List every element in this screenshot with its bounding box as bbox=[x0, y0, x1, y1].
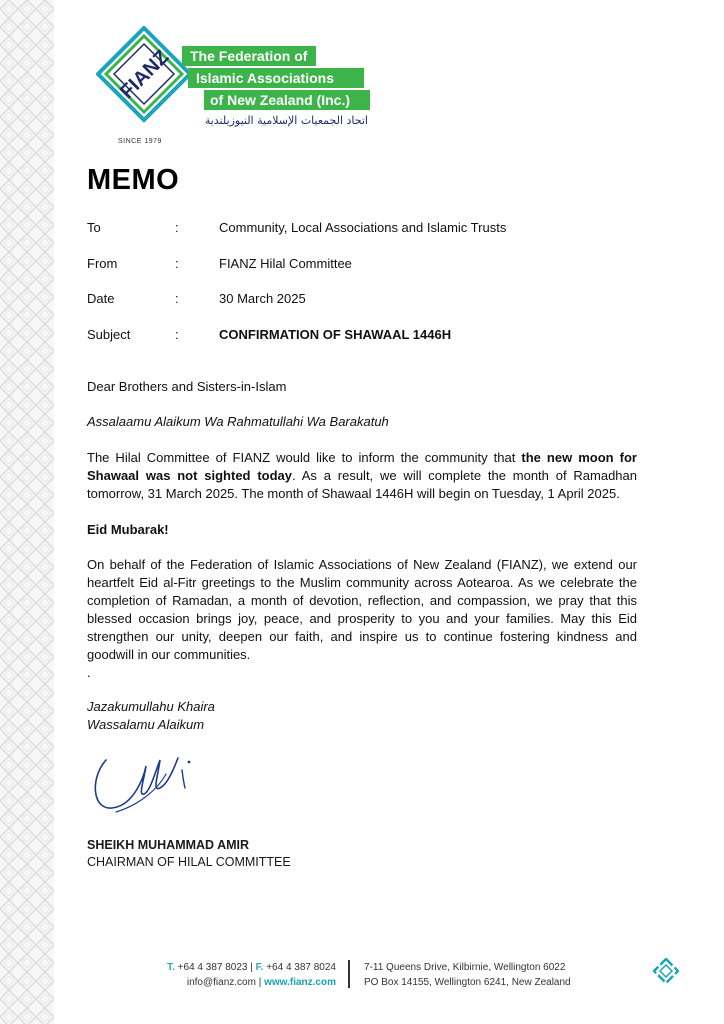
field-value: Community, Local Associations and Islamic Trusts bbox=[219, 220, 507, 235]
website-link[interactable]: www.fianz.com bbox=[264, 977, 336, 988]
since-year: SINCE 1979 bbox=[118, 138, 162, 145]
logo-name-line3: of New Zealand (Inc.) bbox=[210, 92, 351, 108]
footer-web-line bbox=[140, 975, 336, 990]
signatory-name: SHEIKH MUHAMMAD AMIR bbox=[87, 838, 250, 852]
decorative-side-pattern bbox=[0, 0, 54, 1024]
footer-divider bbox=[348, 960, 350, 988]
logo-arabic-name: اتحاد الجمعيات الإسلامية النيوزيلندية bbox=[204, 114, 368, 127]
footer-separator: | bbox=[258, 977, 262, 988]
handwritten-signature bbox=[86, 748, 206, 828]
logo-name-line2: Islamic Associations bbox=[196, 70, 334, 86]
fianz-logo bbox=[96, 26, 386, 151]
announcement-highlight: the new moon for Shawaal was not sighted today bbox=[87, 450, 637, 483]
tel-number: +64 4 387 8023 bbox=[177, 962, 248, 973]
tel-label: T. bbox=[167, 962, 175, 973]
fax-number: +64 4 387 8024 bbox=[266, 962, 336, 973]
closing-line-1: Jazakumullahu Khaira bbox=[87, 699, 215, 714]
fax-label: F. bbox=[255, 962, 264, 973]
subject-value: CONFIRMATION OF SHAWAAL 1446H bbox=[219, 327, 452, 342]
field-label: To bbox=[87, 220, 101, 235]
announcement-start: The Hilal Committee of FIANZ would like to inform the community that bbox=[87, 450, 522, 465]
logo-letters: FIANZ bbox=[116, 46, 174, 104]
email-link[interactable]: info@fianz.com bbox=[186, 977, 256, 988]
salam: Assalaamu Alaikum Wa Rahmatullahi Wa Barakatuh bbox=[87, 414, 389, 429]
stray-dot: . bbox=[87, 665, 91, 680]
footer-address bbox=[364, 960, 571, 990]
field-label: Date bbox=[87, 291, 115, 306]
closing-line-2: Wassalamu Alaikum bbox=[87, 717, 205, 732]
address-line-2: PO Box 14155, Wellington 6241, New Zealand bbox=[364, 977, 571, 988]
field-colon: : bbox=[175, 291, 179, 306]
signatory-title: CHAIRMAN OF HILAL COMMITTEE bbox=[87, 855, 291, 869]
eid-mubarak: Eid Mubarak! bbox=[87, 522, 169, 537]
greeting: Dear Brothers and Sisters-in-Islam bbox=[87, 379, 287, 394]
announcement-end: . As a result, we will complete the month of Ramadhan tomorrow, 31 March 2025. The month of Shawaal 1446H will begin on Tuesday, 1 April 2025. bbox=[87, 468, 637, 501]
field-colon: : bbox=[175, 327, 179, 342]
address-line-1: 7-11 Queens Drive, Kilbirnie, Wellington 6022 bbox=[364, 962, 566, 973]
logo-name-line1: The Federation of bbox=[190, 48, 308, 64]
diamond-emblem-icon bbox=[653, 958, 679, 984]
paragraph-announcement bbox=[87, 449, 637, 503]
field-label: From bbox=[87, 256, 118, 271]
field-label: Subject bbox=[87, 327, 131, 342]
footer-phone-line bbox=[140, 960, 336, 975]
paragraph-greetings: On behalf of the Federation of Islamic Associations of New Zealand (FIANZ), we extend our heartfelt Eid al-Fitr greetings to the Muslim community across Aotearoa. As we celebrate the completion of Ramadan, a month of devotion, reflection, and compassion, we pray that this blessed occasion brings joy, peace, and prosperity to you and your families. May this Eid strengthen our unity, deepen our faith, and inspire us to continue fostering kindness and goodwill in our communities. bbox=[87, 557, 637, 662]
footer-contact bbox=[140, 960, 336, 990]
field-value: 30 March 2025 bbox=[219, 291, 306, 306]
field-colon: : bbox=[175, 256, 179, 271]
memo-title: MEMO bbox=[87, 164, 180, 196]
field-colon: : bbox=[175, 220, 179, 235]
field-value: FIANZ Hilal Committee bbox=[219, 256, 352, 271]
footer-separator: | bbox=[250, 962, 253, 973]
